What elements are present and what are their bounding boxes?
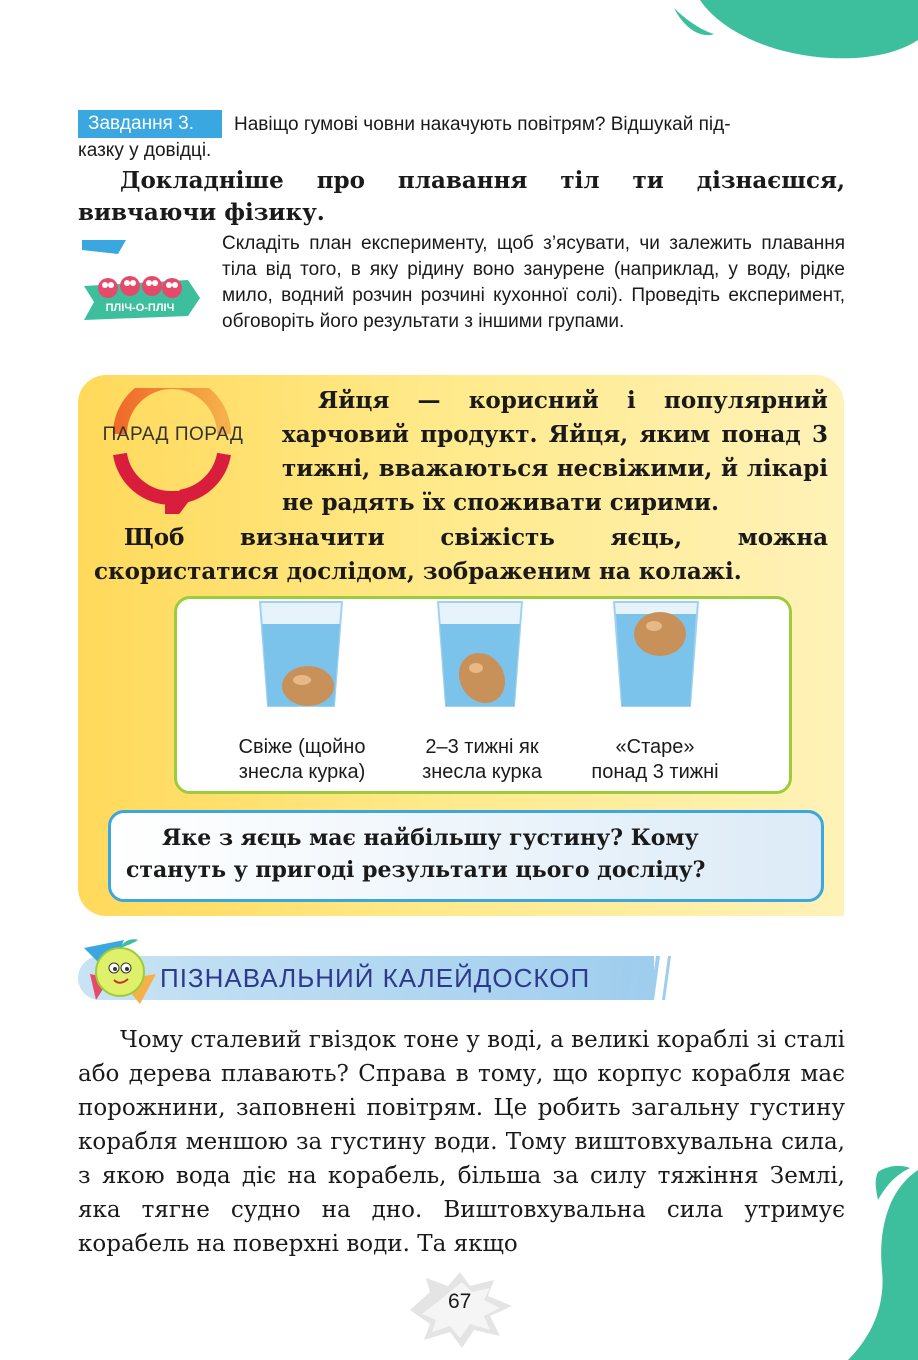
caption-fresh-line1: Свіже (щойно [238,736,366,758]
caption-fresh-line2: знесла курка) [238,761,366,783]
pair-work-label: ПЛІЧ-О-ПЛІЧ [105,302,175,314]
tip-text-2: Щоб визначити свіжість яєць, можна скористатися дослідом, зображеним на колажі. [94,524,828,585]
body-paragraph: Чому сталевий гвіздок тоне у воді, а великі кораблі зі сталі або дерева плавають? Справа в тому, що корпус корабля має порожнини, заповнені повітрям. Це робить загальну густину корабля меншою за густину води. Тому виштовхувальна сила, з якою вода діє на корабель, більша за силу тяжіння Землі, яка тягне судно на дно. Виштовхувальна сила утримує корабель на поверхні води. Та якщо [78,1027,845,1257]
question-text: Яке з яєць має найбільшу густину? Кому стануть у пригоді результати цього досліду? [126,825,706,883]
task-text [78,112,845,164]
intro-paragraph: Докладніше про плавання тіл ти дізнаєшся, вивчаючи фізику. [78,167,845,226]
tip-logo [88,388,258,514]
corner-wave-decoration-top [660,0,918,80]
pair-task-text: Складіть план експерименту, щоб з’ясувати, чи залежить плавання тіла від того, в яку рідину воно занурене (наприклад, у воду, рідке мило, водний розчин розчині кухонної солі). Проведіть експеримент, обговоріть його результати з іншими групами. [222,233,845,332]
page-number: 67 [448,1290,472,1313]
corner-wave-decoration-bottom [838,1160,918,1360]
task-text-line2: казку у довідці. [78,140,212,161]
caption-medium-line2: знесла курка [422,761,542,783]
apple-mascot-icon [80,934,160,1006]
caption-old-egg [570,735,740,785]
tip-ring-icon [88,388,258,514]
banner-stripes-decoration [620,956,680,1000]
glass-old-egg-image [610,600,702,710]
tip-logo-label: ПАРАД ПОРАД [102,424,244,445]
tip-text-1: Яйця — корисний і популярний харчовий продукт. Яйця, яким понад 3 тижні, вважаються несвіжими, й лікарі не радять їх споживати сирими. [282,387,828,516]
caption-medium-line1: 2–3 тижні як [425,736,539,758]
pair-work-logo [78,236,202,326]
glass-fresh-egg-image [256,600,346,710]
task-text-line1: Навіщо гумові човни накачують повітрям? Відшукай під- [234,114,731,135]
caption-old-line2: понад 3 тижні [591,761,719,783]
caption-old-line1: «Старе» [615,736,695,758]
task-badge: Завдання 3. [78,110,222,138]
caption-medium-egg [400,735,564,785]
glass-week-old-egg-image [434,600,526,710]
caption-fresh-egg [212,735,392,785]
kaleidoscope-title: ПІЗНАВАЛЬНИЙ КАЛЕЙДОСКОП [160,963,591,993]
